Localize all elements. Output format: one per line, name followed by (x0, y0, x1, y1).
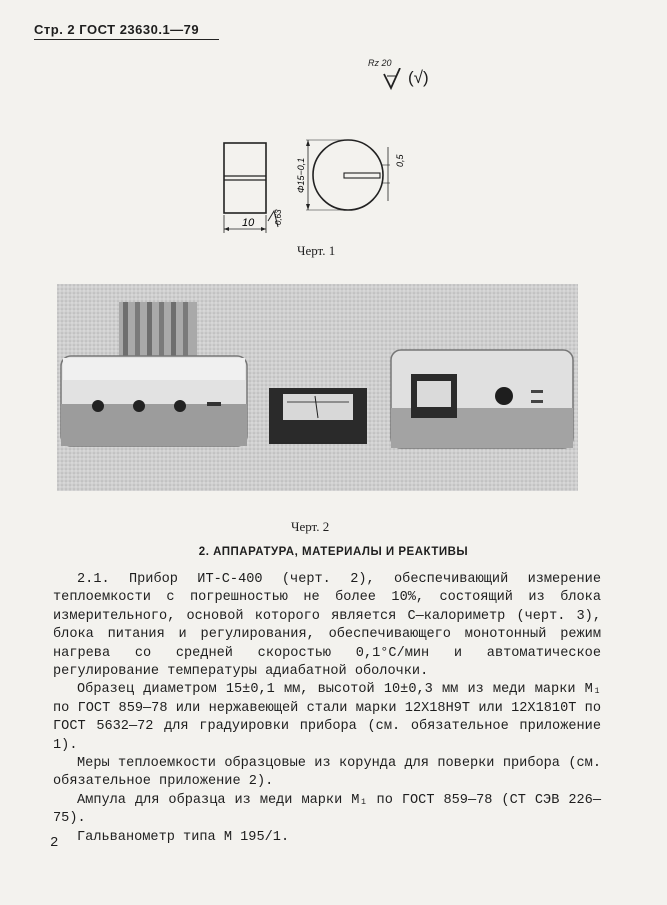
section-title: 2. АППАРАТУРА, МАТЕРИАЛЫ И РЕАКТИВЫ (198, 546, 469, 558)
dim-length: 10 (242, 217, 255, 229)
galvanometer (269, 388, 367, 444)
power-control-unit (391, 350, 573, 448)
heat-sink (119, 302, 197, 358)
roughness-paren: (√) (408, 68, 429, 87)
caption-figure-1: Черт. 1 (297, 243, 336, 258)
paragraph-2-1: 2.1. Прибор ИТ-С-400 (черт. 2), обеспечивающий измерение теплоемкости с погрешностью не более 10%, состоящий из блока измерительного, основой которого является С—калориметр (черт. 3), блока питания и регулирования, обеспечивающего монотонный режим нагрева со средней скоростью 0,1°С/мин и автоматическое регулирование температуры адиабатной оболочки. (53, 572, 601, 680)
dim-diameter: Φ15−0,1 (296, 157, 306, 193)
knob-icon (92, 400, 104, 412)
indicator-icon (531, 400, 543, 403)
dim-slot: 0,5 (395, 154, 405, 167)
page-header (34, 22, 199, 37)
caption-figure-2: Черт. 2 (291, 519, 330, 534)
knob-icon (495, 387, 513, 405)
photo-apparatus (57, 284, 578, 491)
body-text (53, 571, 601, 847)
header-underline (34, 39, 219, 40)
dim-surface: 0,63 (274, 209, 283, 225)
roughness-mark (368, 58, 438, 98)
page-number: 2 (50, 835, 59, 851)
paragraph-ampoule: Ампула для образца из меди марки М₁ по ГОСТ 859—78 (СТ СЭВ 226—75). (53, 792, 601, 827)
paragraph-galvanometer: Гальванометр типа М 195/1. (77, 829, 290, 845)
knob-icon (174, 400, 186, 412)
header-text: Стр. 2 ГОСТ 23630.1—79 (34, 22, 200, 37)
measuring-unit (61, 356, 247, 446)
indicator-icon (531, 390, 543, 393)
paragraph-sample: Образец диаметром 15±0,1 мм, высотой 10±0,3 мм из меди марки М₁ по ГОСТ 859—78 или нержавеющей стали марки 12Х18Н9Т или 12Х1810Т по ГОСТ 5632—72 для градуировки прибора (см. обязательное приложение 1). (53, 682, 601, 753)
switch-icon (207, 402, 221, 406)
knob-icon (133, 400, 145, 412)
check-mark-icon (382, 68, 402, 92)
drawing-sample (208, 125, 418, 240)
roughness-symbol: Rz 20 (368, 58, 392, 68)
sample-front-view (306, 140, 390, 210)
paragraph-measures: Меры теплоемкости образцовые из корунда для поверки прибора (см. обязательное приложение 2). (53, 756, 601, 790)
